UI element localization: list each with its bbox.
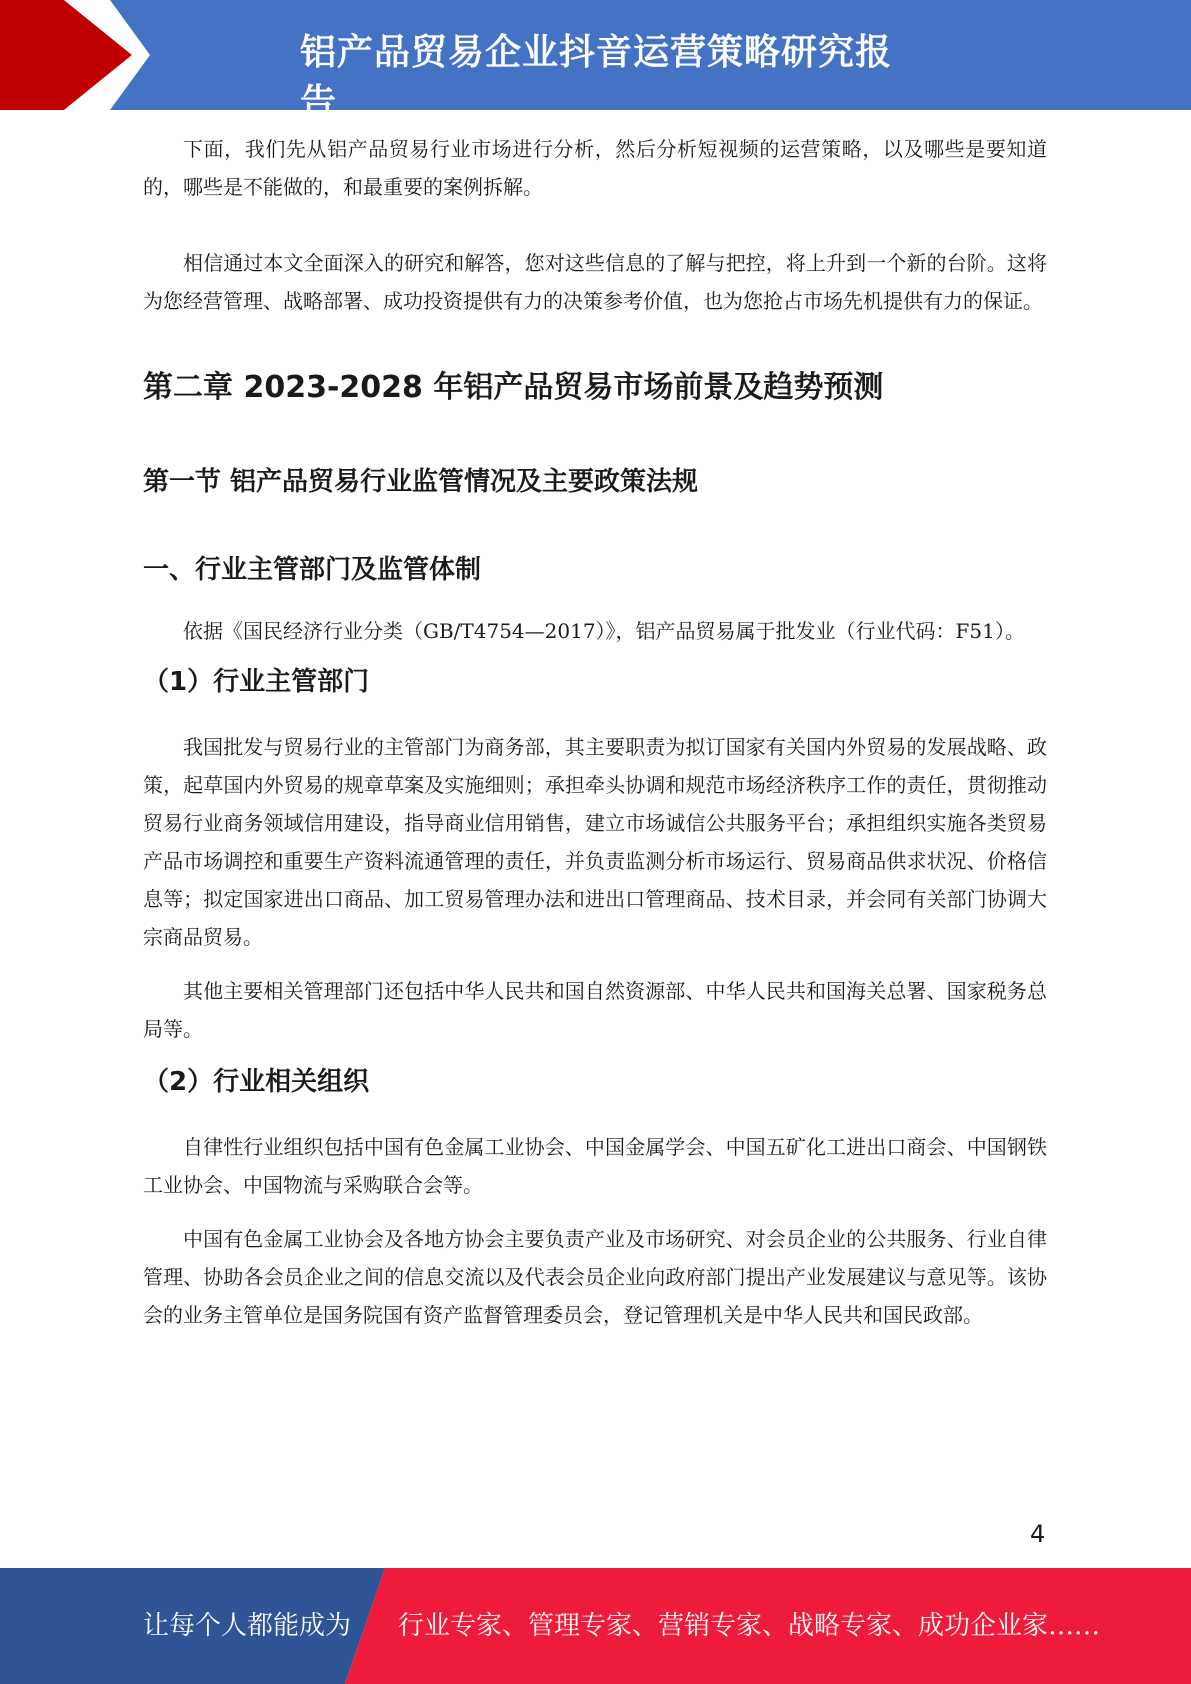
subsection-title-2: （2）行业相关组织 (143, 1067, 370, 1097)
part-title: 一、行业主管部门及监管体制 (143, 555, 482, 585)
intro-paragraph-1: 下面，我们先从铝产品贸易行业市场进行分析，然后分析短视频的运营策略，以及哪些是要知道的，哪些是不能做的，和最重要的案例拆解。 (143, 137, 1047, 199)
classification-paragraph: 依据《国民经济行业分类（GB/T4754—2017）》，铝产品贸易属于批发业（行业代码：F51）。 (183, 619, 1025, 643)
subsection-2-paragraph-1: 自律性行业组织包括中国有色金属工业协会、中国金属学会、中国五矿化工进出口商会、中国钢铁工业协会、中国物流与采购联合会等。 (143, 1135, 1047, 1197)
subsection-1-paragraph-2: 其他主要相关管理部门还包括中华人民共和国自然资源部、中华人民共和国海关总署、国家税务总局等。 (143, 979, 1047, 1041)
page-header (0, 0, 1191, 123)
chapter-title: 第二章 2023-2028 年铝产品贸易市场前景及趋势预测 (143, 370, 884, 405)
subsection-1-paragraph-1: 我国批发与贸易行业的主管部门为商务部，其主要职责为拟订国家有关国内外贸易的发展战略、政策，起草国内外贸易的规章草案及实施细则；承担牵头协调和规范市场经济秩序工作的责任，贯彻推动贸易行业商务领域信用建设，指导商业信用销售，建立市场诚信公共服务平台；承担组织实施各类贸易产品市场调控和重要生产资料流通管理的责任，并负责监测分析市场运行、贸易商品供求状况、价格信息等；拟定国家进出口商品、加工贸易管理办法和进出口管理商品、技术目录，并会同有关部门协调大宗商品贸易。 (143, 735, 1047, 949)
footer-slogan-right: 行业专家、管理专家、营销专家、战略专家、成功企业家…… (398, 1611, 1101, 1641)
subsection-2-paragraph-2: 中国有色金属工业协会及各地方协会主要负责产业及市场研究、对会员企业的公共服务、行业自律管理、协助各会员企业之间的信息交流以及代表会员企业向政府部门提出产业发展建议与意见等。该协会的业务主管单位是国务院国有资产监督管理委员会，登记管理机关是中华人民共和国民政部。 (143, 1227, 1047, 1327)
page-footer (0, 1568, 1191, 1684)
section-title: 第一节 铝产品贸易行业监管情况及主要政策法规 (143, 467, 699, 497)
page-number: 4 (1030, 1520, 1046, 1548)
intro-paragraph-2: 相信通过本文全面深入的研究和解答，您对这些信息的了解与把控，将上升到一个新的台阶。这将为您经营管理、战略部署、成功投资提供有力的决策参考价值，也为您抢占市场先机提供有力的保证。 (143, 251, 1047, 313)
footer-slogan-left: 让每个人都能成为 (143, 1611, 352, 1641)
header-title: 铝产品贸易企业抖音运营策略研究报告 (300, 32, 893, 123)
subsection-title-1: （1）行业主管部门 (143, 667, 370, 697)
document-body (143, 130, 1047, 1334)
